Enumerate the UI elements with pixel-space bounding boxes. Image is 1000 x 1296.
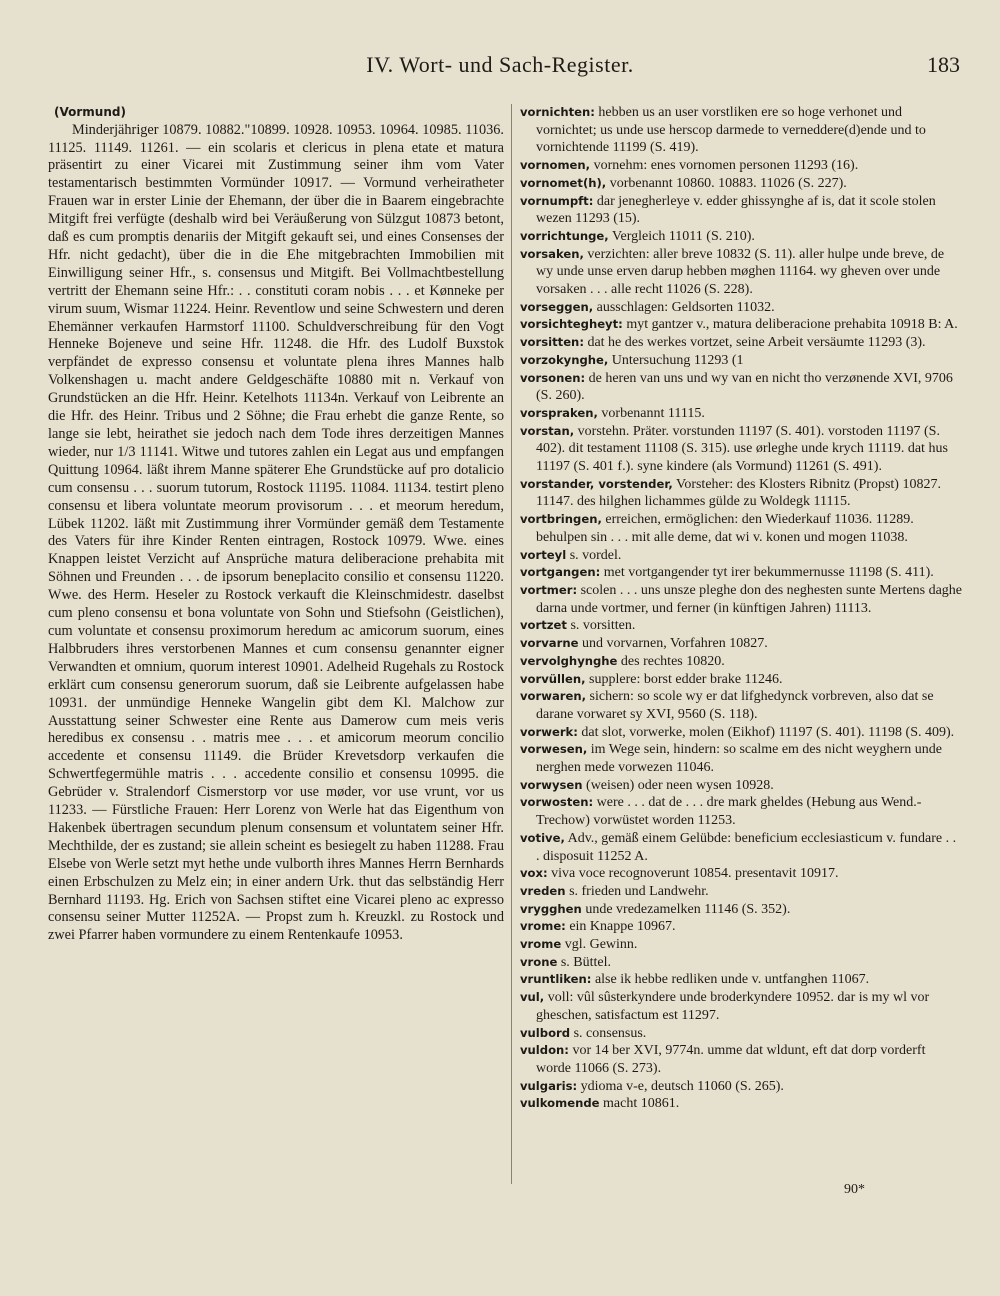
entry-text: im Wege sein, hindern: so scalme em des nicht weyghern unde nerghen mede vorwezen 11046. [536,742,942,776]
register-entry [520,316,962,334]
headword: vornumpft: [520,193,594,208]
register-entry [520,299,962,317]
entry-text: s. vorsitten. [570,618,636,634]
register-entry [520,741,962,776]
register-entry [520,1025,962,1043]
entry-body: Minderjähriger 10879. 10882."10899. 10928. 10953. 10964. 10985. 11036. 11125. 11149. 11261. — ein scolaris et clericus in plena etate et matura präsentirt zu einer Vicarei mit Zustimmung seiner ihm vom Vater testamentarisch bestimmten Vormünder 10917. — Vormund verheiratheter Frauen war in erster Linie der Ehemann, der über die in Baarem eingebrachte Mitgift frei verfügte (deshalb wird bei Veräußerung von Sülzgut 10873 betont, daß es cum promptis denariis der Mitgift gekauft sei, und eines Consenses der Hfr. nicht gedacht), über die in die Ehe mitgebrachten Immobilien mit Einwilligung seiner Hfr., s. consensus und Mitgift. Bei Vollmachtbestellung vertritt der Ehemann seine Hfr.: . . constituti coram nobis . . . et Kønneke per virum suum, Wismar 11224. Heinr. Reventlow und seine Schwestern und deren Ehemänner verkaufen Harmstorf 11100. Schuldverschreibung für den Vogt Henneke Bojeneve und seine Hfr. 11248. die Hfr. des Ludolf Buxstok verpfändet de expresso consensu et voluntate plena ihres Mannes halb Volkenshagen u. macht andere Geldgeschäfte 10880 mit n. Verkauf von Grundstücken an die Hfr. Heinr. Ketelhots 11134n. Verkauf von Leibrente an die Hfr. des Heinr. Tribus und 2 Söhne; die Frau erhebt die ganze Rente, so lange sie lebt, heirathet sie jedoch nach dem Tode ihres derzeitigen Mannes wieder, nur 1/3 11141. Witwe und tutores zahlen ein Legat aus und empfangen Quittung 10964. läßt ihrem Manne späterer Ehe Grundstücke auf pro dotalicio cum consensu . . . suorum tutorum, Rostock 11195. 11084. 11134. testirt pleno consensu et libera voluntate meorum provisorum . . . et meorum heredum, Lübek 11202. läßt mit Zustimmung ihrer Vormünder gemäß dem Testamente des Vaters für ihre Kinder Renten eintragen, Rostock 10979. Wwe. eines Knappen leistet Verzicht auf Ansprüche matura deliberacione prehabita mit Söhnen und Freunden . . . de ipsorum beneplacito consilio et consensu 11220. Wwe. des Herm. Heseler zu Rostock verkauft die Kleinschmidestr. daselbst cum pleno consensu et bona voluntate von Sohn und Stiefsohn (Geistlichen), cum voluntate et consensu proximorum heredum ac amicorum suorum, eines Halbbruders ihres verstorbenen Mannes et cum consensu genannter eigner Verwandten et omnium, quorum interest 10901. Adelheid Rugehals zu Rostock erklärt cum consensu generorum suorum, daß sie Leibrente aufgelassen habe 10931. der unmündige Henneke Wangelin gibt dem Kl. Malchow zur Ausstattung seiner Schwester eine Rente aus Damerow cum meis veris heredibus ex consensu . . matris mee . . . et amicorum meorum concilio accedente et consensu 11149. die Brüder Krevetsdorp verkaufen die Schwertfegermühle matris . . . accedente consilio et consensu 10995. die Gebrüder v. Stralendorf Cismerstorp vor use møder, vor use vrunt, vor us 11233. — Fürstliche Frauen: Herr Lorenz von Werle hat das Eigenthum von Hakenbek übertragen secundum plenum consensum et voluntatem seiner Hfr. Mechthilde, der es zustand; sie allein scheint es besiegelt zu haben 11288. Frau Elsebe von Werle setzt myt hethe unde vulborth ihres Mannes Herrn Bernhards einen Erbschulzen zu Melz ein; in einer andern Urk. thut das selbständig Herr Bernhard 11193. Hg. Erich von Sachsen stiftet eine Vicarei pleno ac expresso consensu seiner Mutter 11252A. — Propst zum h. Kreuzkl. zu Rostock und zwei Pfarrer haben vormundere zu einem Rentenkaufe 10953. [48,121,504,944]
left-column [48,104,504,945]
register-entry [520,1042,962,1077]
entry-text: met vortgangender tyt irer bekummernusse 11198 (S. 411). [603,565,934,581]
entry-text: verzichten: aller breve 10832 (S. 11). aller hulpe unde breve, de wy unde unse erven darup hebben møghen 11164. wy gheven over unde vorsaken . . . alle recht 11026 (S. 228). [536,246,945,298]
entry-text: macht 10861. [603,1096,680,1112]
entry-text: supplere: borst edder brake 11246. [589,671,783,687]
register-entry [520,104,962,157]
headword: vorzokynghe, [520,352,609,367]
headword: vorwesen, [520,742,588,757]
entry-text: vorstehn. Präter. vorstunden 11197 (S. 401). vorstoden 11197 (S. 402). dit testament 11108 (S. 315). use ørleghe unde krych 11119. dat hus 11197 (S. 401 f.). syne kindere (als Vormund) 11261 (S. 491). [536,423,948,475]
register-entry [520,671,962,689]
register-entry [520,883,962,901]
sheet-signature: 90* [844,1182,865,1197]
headword: vorwosten: [520,795,594,810]
register-entry [520,175,962,193]
headword: vorsaken, [520,246,584,261]
entry-text: vor 14 ber XVI, 9774n. umme dat wldunt, eft dat dorp vorderft worde 11066 (S. 273). [536,1043,926,1076]
running-title: IV. Wort- und Sach-Register. [366,52,634,77]
page-header [0,52,1000,86]
entry-text: sichern: so scole wy er dat lifghedynck vorbreven, also dat se darane vorwaret sy XVI, 9560 (S. 118). [536,689,934,722]
headword: vulgaris: [520,1078,578,1093]
headword: vorvarne [520,636,579,651]
entry-text: Adv., gemäß einem Gelübde: beneficium ecclesiasticum v. fundare . . . disposuit 11252 A. [536,830,957,864]
register-entry [520,334,962,352]
headword: vortzet [520,618,567,633]
entry-text: ydioma v-e, deutsch 11060 (S. 265). [580,1078,784,1094]
headword: vorwerk: [520,724,578,739]
entry-text: des rechtes 10820. [620,653,725,669]
register-entry [520,830,962,865]
entry-text: myt gantzer v., matura deliberacione prehabita 10918 B: A. [626,317,958,333]
entry-text: viva voce recognoverunt 10854. presentavit 10917. [551,866,839,882]
register-entry [520,423,962,476]
headword: vorwaren, [520,689,587,704]
entry-text: (weisen) oder neen wysen 10928. [586,777,774,793]
headword: vorwysen [520,777,583,792]
register-entry [520,724,962,742]
entry-text: scolen . . . uns unsze pleghe don des neghesten sunte Mertens daghe darna unde vortmer, und ferner (in künftigen Jahren) 11113. [536,582,962,616]
headword: vornomet(h), [520,175,607,190]
register-entry [520,1078,962,1096]
headword: vervolghynghe [520,653,618,668]
headword: vornichten: [520,105,595,119]
register-entry [520,617,962,635]
register-entry [520,1095,962,1113]
entry-text: vorbenannt 11115. [601,405,705,421]
entry-text: s. consensus. [573,1025,647,1041]
register-entry [520,193,962,228]
register-entry [520,865,962,883]
column-divider [511,104,512,1184]
register-entry [520,653,962,671]
register-entry [520,547,962,565]
entry-text: Untersuchung 11293 (1 [611,352,744,368]
entry-text: ein Knappe 10967. [569,919,676,935]
headword: vorvüllen, [520,671,586,686]
register-entry [520,564,962,582]
register-entry [520,777,962,795]
headword: vul, [520,990,545,1005]
entry-text: ausschlagen: Geldsorten 11032. [596,299,775,315]
headword: vorspraken, [520,405,598,420]
entry-text: s. Büttel. [560,954,612,970]
register-entry [520,157,962,175]
entry-text: Vergleich 11011 (S. 210). [611,228,755,244]
register-entry [520,352,962,370]
register-entry [520,989,962,1024]
entry-text: vornehm: enes vornomen personen 11293 (16). [593,158,859,174]
register-entry [520,405,962,423]
register-entry [520,582,962,617]
headword: vorseggen, [520,299,594,314]
headword: vorsichtegheyt: [520,317,623,332]
entry-text: de heren van uns und wy van en nicht tho verzønende XVI, 9706 (S. 260). [536,370,953,404]
entry-text: dar jenegherleye v. edder ghissynghe af is, dat it scole stolen wezen 11293 (15). [536,193,936,227]
headword: vox: [520,866,548,881]
headword: vulbord [520,1025,571,1040]
entry-text: were . . . dat de . . . dre mark gheldes (Hebung aus Wend.-Trechow) vorwüstet worden 11253. [536,795,922,829]
page-number: 183 [927,52,960,77]
headword: vorsitten: [520,335,584,350]
register-entry [520,794,962,829]
entry-text: s. frieden und Landwehr. [569,883,709,899]
register-entry [520,971,962,989]
entry-text: vorbenannt 10860. 10883. 11026 (S. 227). [609,175,847,191]
headword: vorstan, [520,423,575,438]
register-entry [520,936,962,954]
headword: vrygghen [520,901,582,916]
headword: vulkomende [520,1096,600,1111]
headword: vreden [520,883,566,898]
headword: vorstander, vorstender, [520,476,673,491]
headword: vruntliken: [520,972,592,987]
register-entry [520,635,962,653]
headword: vortgangen: [520,565,601,580]
headword: vortbringen, [520,512,602,527]
right-column [520,104,962,1113]
headword: vrone [520,954,558,969]
headword: votive, [520,830,565,845]
register-entry [520,688,962,723]
register-entry [520,246,962,299]
headword: vorteyl [520,547,567,562]
entry-text: dat slot, vorwerke, molen (Eikhof) 11197 (S. 401). 11198 (S. 409). [581,724,955,740]
register-entry [520,954,962,972]
entry-text: unde vredezamelken 11146 (S. 352). [585,901,791,917]
headword: vorrichtunge, [520,228,609,243]
entry-text: voll: vûl sûsterkyndere unde broderkyndere 10952. dar is my wl vor gheschen, satisfactum est 11297. [536,990,930,1023]
entry-heading: (Vormund) [54,105,126,119]
entry-text: vgl. Gewinn. [564,937,638,953]
register-entry [520,901,962,919]
headword: vrome: [520,919,566,934]
register-entry [520,228,962,246]
entry-text: Vorsteher: des Klosters Ribnitz (Propst) 10827. 11147. des hilghen lichammes gülde zu Woldegk 11115. [536,476,941,510]
register-entry [520,511,962,546]
entry-text: alse ik hebbe redliken unde v. untfanghen 11067. [594,972,870,988]
headword: vrome [520,937,562,952]
entry-text: s. vordel. [569,547,622,563]
register-entry [520,476,962,511]
headword: vorsonen: [520,370,586,385]
headword: vuldon: [520,1043,569,1058]
entry-text: erreichen, ermöglichen: den Wiederkauf 11036. 11289. behulpen sin . . . mit alle deme, dat wi v. konen und mogen 11038. [536,512,914,545]
entry-text: dat he des werkes vortzet, seine Arbeit versäumte 11293 (3). [587,335,926,351]
entry-text: hebben us an user vorstliken ere so hoge verhonet und vornichtet; us unde use herscop darmede to verneddere(d)ende und to vornichtende 11199 (S. 419). [536,105,926,156]
headword: vornomen, [520,158,591,173]
headword: vortmer: [520,582,578,597]
register-entry [520,370,962,405]
register-entry [520,918,962,936]
entry-text: und vorvarnen, Vorfahren 10827. [581,636,768,652]
